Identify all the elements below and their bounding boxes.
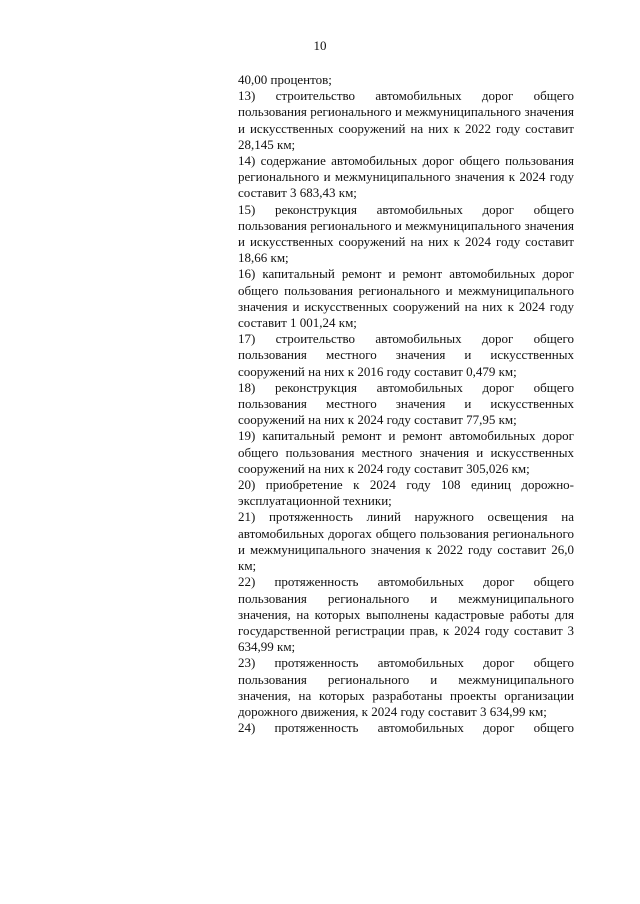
list-item-23: 23) протяженность автомобильных дорог общего пользования регионального и межмуниципального значения, на которых разработаны проекты организации дорожного движения, к 2024 году составит 3 634,99 км; bbox=[238, 655, 574, 719]
document-body bbox=[238, 72, 574, 736]
list-item-17: 17) строительство автомобильных дорог общего пользования местного значения и искусственных сооружений на них к 2016 году составит 0,479 км; bbox=[238, 331, 574, 379]
list-item-24: 24) протяженность автомобильных дорог общего bbox=[238, 720, 574, 736]
list-item-16: 16) капитальный ремонт и ремонт автомобильных дорог общего пользования регионального и межмуниципального значения и искусственных сооружений на них к 2024 году составит 1 001,24 км; bbox=[238, 266, 574, 331]
list-item-19: 19) капитальный ремонт и ремонт автомобильных дорог общего пользования местного значения и искусственных сооружений на них к 2024 году составит 305,026 км; bbox=[238, 428, 574, 476]
list-item-13: 13) строительство автомобильных дорог общего пользования регионального и межмуниципального значения и искусственных сооружений на них к 2022 году составит 28,145 км; bbox=[238, 88, 574, 152]
page-end bbox=[238, 720, 574, 736]
list-item-15: 15) реконструкция автомобильных дорог общего пользования регионального и межмуниципального значения и искусственных сооружений на них к 2024 году составит 18,66 км; bbox=[238, 201, 574, 266]
list-item-14: 14) содержание автомобильных дорог общего пользования регионального и межмуниципального значения к 2024 году составит 3 683,43 км; bbox=[238, 153, 574, 201]
list-item-21: 21) протяженность линий наружного освещения на автомобильных дорогах общего пользования регионального и межмуниципального значения к 2022 году составит 26,0 км; bbox=[238, 509, 574, 574]
page-number: 10 bbox=[313, 38, 327, 53]
list-item-20: 20) приобретение к 2024 году 108 единиц дорожно-эксплуатационной техники; bbox=[238, 477, 574, 509]
list-item-18: 18) реконструкция автомобильных дорог общего пользования местного значения и искусственных сооружений на них к 2024 году составит 77,95 км; bbox=[238, 379, 574, 428]
paragraph-continuation: 40,00 процентов; bbox=[238, 72, 332, 87]
list-item-22: 22) протяженность автомобильных дорог общего пользования регионального и межмуниципального значения, на которых выполнены кадастровые работы для государственной регистрации прав, к 2024 году составит 3 634,99 км; bbox=[238, 574, 574, 655]
